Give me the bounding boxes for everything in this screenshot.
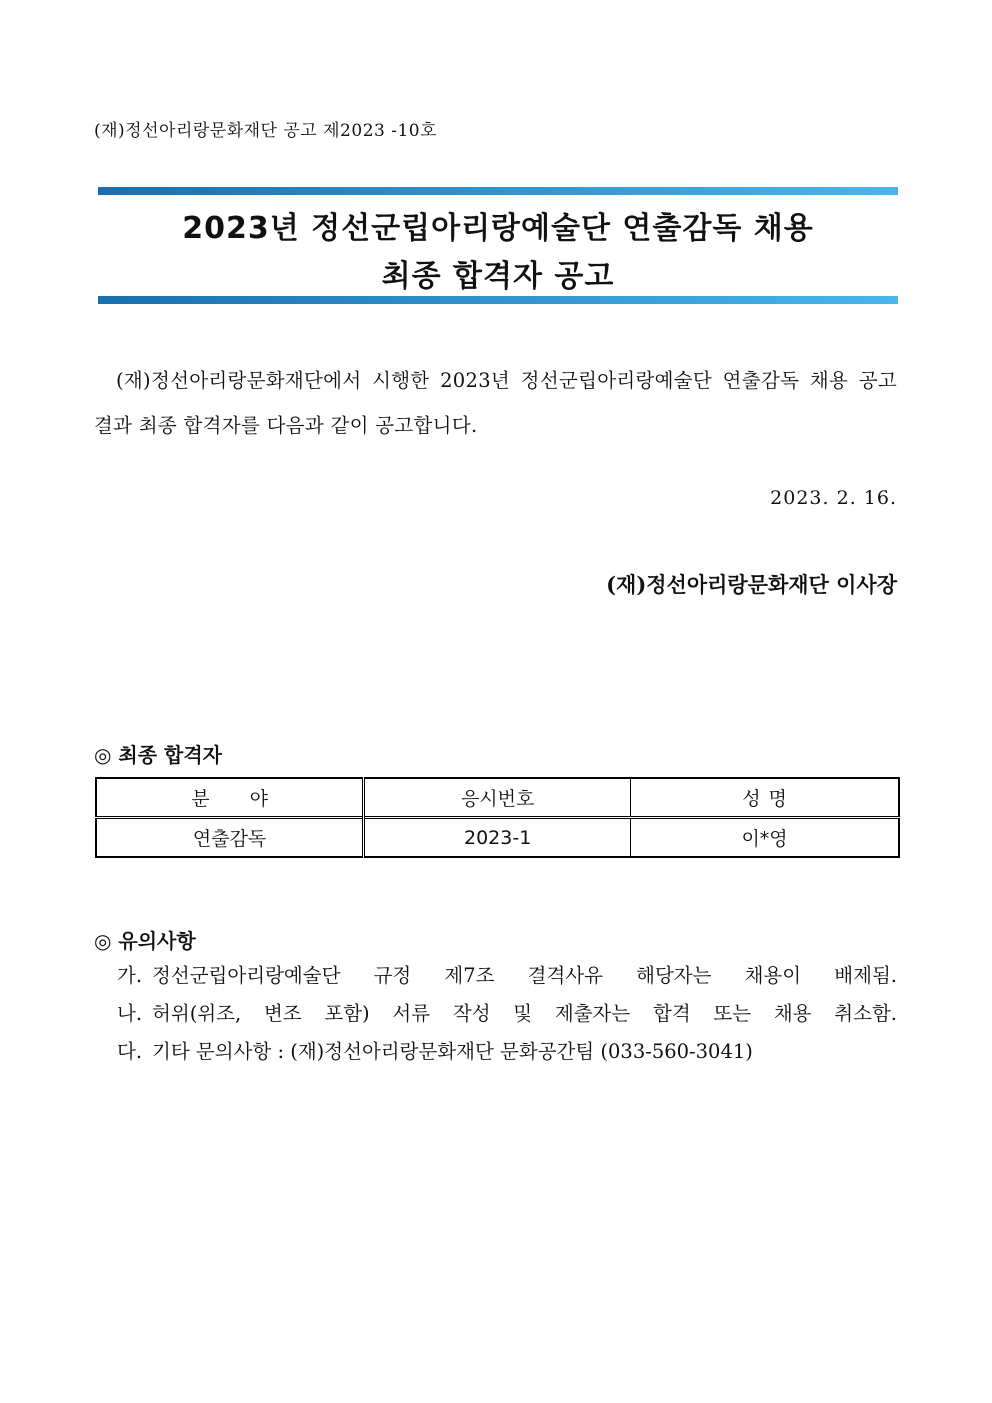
title-block — [98, 187, 898, 305]
notes-section-heading: ◎ 유의사항 — [94, 929, 196, 953]
table-row — [96, 818, 899, 858]
cell-name: 이*영 — [631, 818, 899, 858]
note-marker: 가. — [117, 964, 143, 987]
note-text: 허위(위조, 변조 포함) 서류 작성 및 제출자는 합격 또는 채용 취소함. — [152, 1002, 897, 1025]
notes-list — [117, 957, 897, 1071]
header-application-number: 응시번호 — [364, 778, 631, 818]
cell-application-number: 2023-1 — [364, 818, 631, 858]
passers-section-heading: ◎ 최종 합격자 — [94, 743, 222, 767]
list-item — [117, 995, 897, 1033]
note-marker: 나. — [117, 1002, 143, 1025]
cell-field: 연출감독 — [96, 818, 364, 858]
header-field: 분야 — [96, 778, 364, 818]
final-passers-table — [95, 777, 900, 858]
table-header-row — [96, 778, 899, 818]
issuer-signature: (재)정선아리랑문화재단 이사장 — [606, 572, 897, 597]
page-title-line-2: 최종 합격자 공고 — [381, 259, 615, 294]
announcement-date: 2023. 2. 16. — [770, 487, 897, 509]
title-top-bar — [98, 187, 898, 195]
header-name: 성명 — [631, 778, 899, 818]
announcement-body: (재)정선아리랑문화재단에서 시행한 2023년 정선군립아리랑예술단 연출감독 채용 공고 결과 최종 합격자를 다음과 같이 공고합니다. — [94, 369, 897, 437]
announcement-number: (재)정선아리랑문화재단 공고 제2023 -10호 — [94, 121, 438, 141]
note-marker: 다. — [117, 1040, 143, 1063]
note-text: 정선군립아리랑예술단 규정 제7조 결격사유 해당자는 채용이 배제됨. — [152, 964, 897, 987]
list-item — [117, 1033, 897, 1071]
page-title-line-1: 2023년 정선군립아리랑예술단 연출감독 채용 — [182, 211, 814, 246]
note-text: 기타 문의사항 : (재)정선아리랑문화재단 문화공간팀 (033-560-3041) — [152, 1040, 753, 1063]
list-item — [117, 957, 897, 995]
title-bottom-bar — [98, 296, 898, 304]
